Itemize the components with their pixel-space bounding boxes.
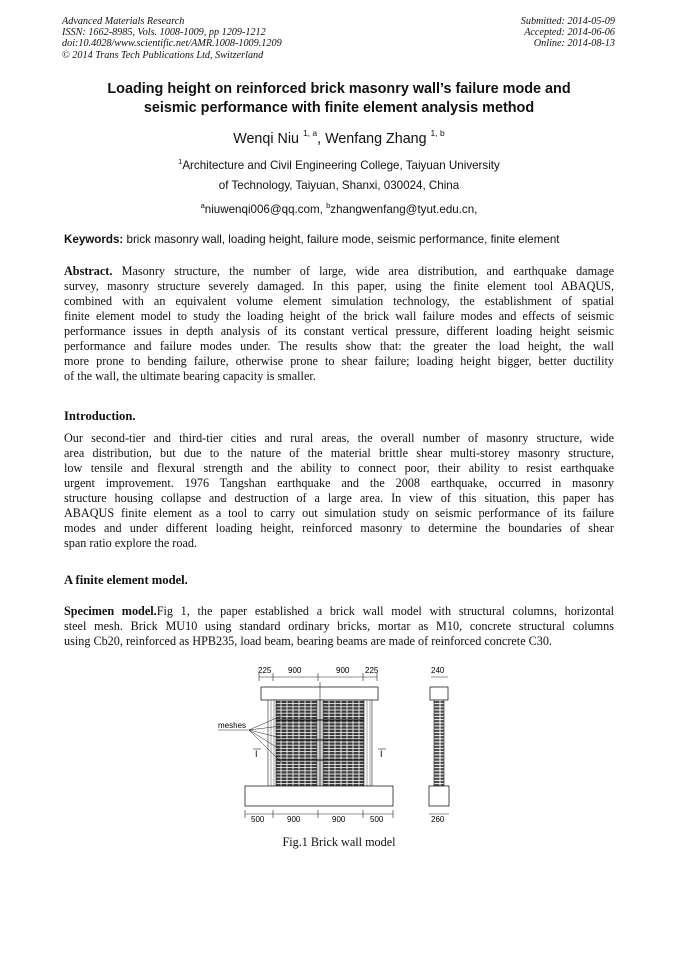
author-separator: , [317, 131, 326, 147]
load-beam [261, 687, 378, 700]
abstract-line [64, 264, 614, 279]
journal-issn: ISSN: 1662-8985, Vols. 1008-1009, pp 1209-1212 [62, 27, 266, 39]
keywords [64, 233, 624, 246]
title-line-2: seismic performance with finite element analysis method [143, 100, 535, 116]
email-b: zhangwenfang@tyut.edu.cn, [330, 203, 478, 216]
abstract-label: Abstract. [64, 264, 113, 278]
abstract-line: of the wall, the ultimate bearing capacity is smaller. [64, 369, 316, 384]
top-dim-4: 225 [365, 666, 379, 675]
side-load-beam [430, 687, 448, 700]
specimen-label: Specimen model. [64, 604, 157, 618]
email-a: niuwenqi006@qq.com, [204, 203, 327, 216]
accepted-date: Accepted: 2014-06-06 [524, 27, 615, 39]
bearing-beam [245, 786, 393, 806]
title-line-1: Loading height on reinforced brick masonry wall’s failure mode and [107, 81, 571, 97]
abstract-line: more prone to bending failure, otherwise prone to shear failure; loading height bigger, better ductility [64, 354, 614, 369]
affiliation-text-1: Architecture and Civil Engineering College, Taiyuan University [182, 159, 500, 172]
abstract [64, 264, 614, 384]
specimen-line: steel mesh. Brick MU10 using standard ordinary bricks, mortar as M10, concrete structural columns [64, 619, 614, 634]
intro-line: modes and under different loading height, reinforced masonry to determine the boundaries of shear [64, 521, 614, 536]
specimen-paragraph [64, 604, 614, 649]
journal-doi: doi:10.4028/www.scientific.net/AMR.1008-1009.1209 [62, 38, 282, 50]
email-a-sup: a [200, 201, 205, 210]
online-date: Online: 2014-08-13 [533, 38, 615, 50]
bottom-dim-2: 900 [287, 815, 301, 824]
side-bottom-dim: 260 [431, 815, 445, 824]
author-2: Wenfang Zhang [325, 131, 427, 147]
top-dim-3: 900 [336, 666, 350, 675]
figure-caption: Fig.1 Brick wall model [282, 835, 396, 849]
journal-copyright: © 2014 Trans Tech Publications Ltd, Switzerland [62, 49, 264, 61]
journal-header-right [521, 16, 615, 50]
section-mark-left: I [255, 749, 258, 759]
specimen-line [64, 604, 614, 619]
side-top-dim: 240 [431, 666, 445, 675]
intro-line: area distribution, but due to the nature of the material brittle shear multi-storey masonry structure, [64, 446, 614, 461]
journal-header-left [62, 16, 282, 61]
intro-line: urgent improvement. 1976 Tangshan earthquake and the 2008 earthquake, occurred in masonry [64, 476, 614, 491]
author-list [0, 128, 678, 147]
intro-line: Our second-tier and third-tier cities and rural areas, the overall number of masonry structure, wide [64, 431, 614, 445]
specimen-line-text: Fig 1, the paper established a brick wall model with structural columns, horizontal [156, 604, 615, 618]
email-b-sup: b [326, 201, 331, 210]
author-2-affiliation: 1, b [430, 128, 445, 138]
abstract-line: finite element model to study the loading height of the brick wall failure modes and effects of seismic [64, 309, 614, 324]
section-mark-right: I [380, 749, 383, 759]
abstract-line: survey, masonry structure severely damaged. In this paper, using the finite element tool ABAQUS, [64, 279, 614, 294]
abstract-line: performance issues in depth analysis of its constant vertical pressure, different loading height seismic [64, 324, 614, 339]
top-dimension-line [259, 673, 377, 681]
brick-panel-left [276, 700, 317, 786]
introduction-heading: Introduction. [64, 409, 136, 423]
abstract-line-text: Masonry structure, the number of large, wide area distribution, and earthquake damage [112, 264, 614, 278]
bottom-dim-1: 500 [251, 815, 265, 824]
fem-section-heading: A finite element model. [64, 573, 188, 587]
side-bearing-beam [429, 786, 449, 806]
keywords-text: brick masonry wall, loading height, failure mode, seismic performance, finite element [123, 233, 560, 246]
intro-line: structure housing collapse and destruction of a large area. In view of this situation, this paper has [64, 491, 614, 506]
abstract-line: combined with an equivalent volume element simulation technology, the establishment of spatial [64, 294, 614, 309]
structural-column-right [364, 700, 372, 786]
bottom-dim-3: 900 [332, 815, 346, 824]
affiliation-sup: 1 [178, 157, 183, 166]
keywords-label: Keywords: [64, 233, 124, 246]
submitted-date: Submitted: 2014-05-09 [520, 16, 615, 27]
specimen-line: using Cb20, reinforced as HPB235, load beam, bearing beams are made of reinforced concrete C30. [64, 634, 553, 649]
intro-line: span ratio explore the road. [64, 536, 197, 551]
brick-panel-right [323, 700, 364, 786]
author-1-affiliation: 1, a [302, 128, 318, 138]
top-dim-1: 225 [258, 666, 272, 675]
affiliation-line-2: of Technology, Taiyuan, Shanxi, 030024, China [218, 179, 460, 192]
side-wall-section [434, 700, 444, 786]
journal-name: Advanced Materials Research [62, 16, 185, 27]
brick-wall-model-figure [215, 662, 460, 827]
abstract-line: performance and failure modes under. The results show that: the greater the load height, the wall [64, 339, 614, 354]
introduction-body [64, 431, 614, 551]
affiliation-line-1 [0, 157, 678, 172]
paper-title [40, 80, 638, 118]
bottom-dim-4: 500 [370, 815, 384, 824]
top-dim-2: 900 [288, 666, 302, 675]
intro-line: low tensile and flexural strength and the ability to connect poor, their ability to resist earthquake [64, 461, 614, 476]
affiliation-emails [0, 201, 678, 216]
structural-column-left [268, 700, 276, 786]
author-1: Wenqi Niu [233, 131, 299, 147]
meshes-label: meshes [218, 721, 247, 730]
intro-line: ABAQUS finite element as a tool to carry out simulation study on seismic performance of its failure [64, 506, 614, 521]
